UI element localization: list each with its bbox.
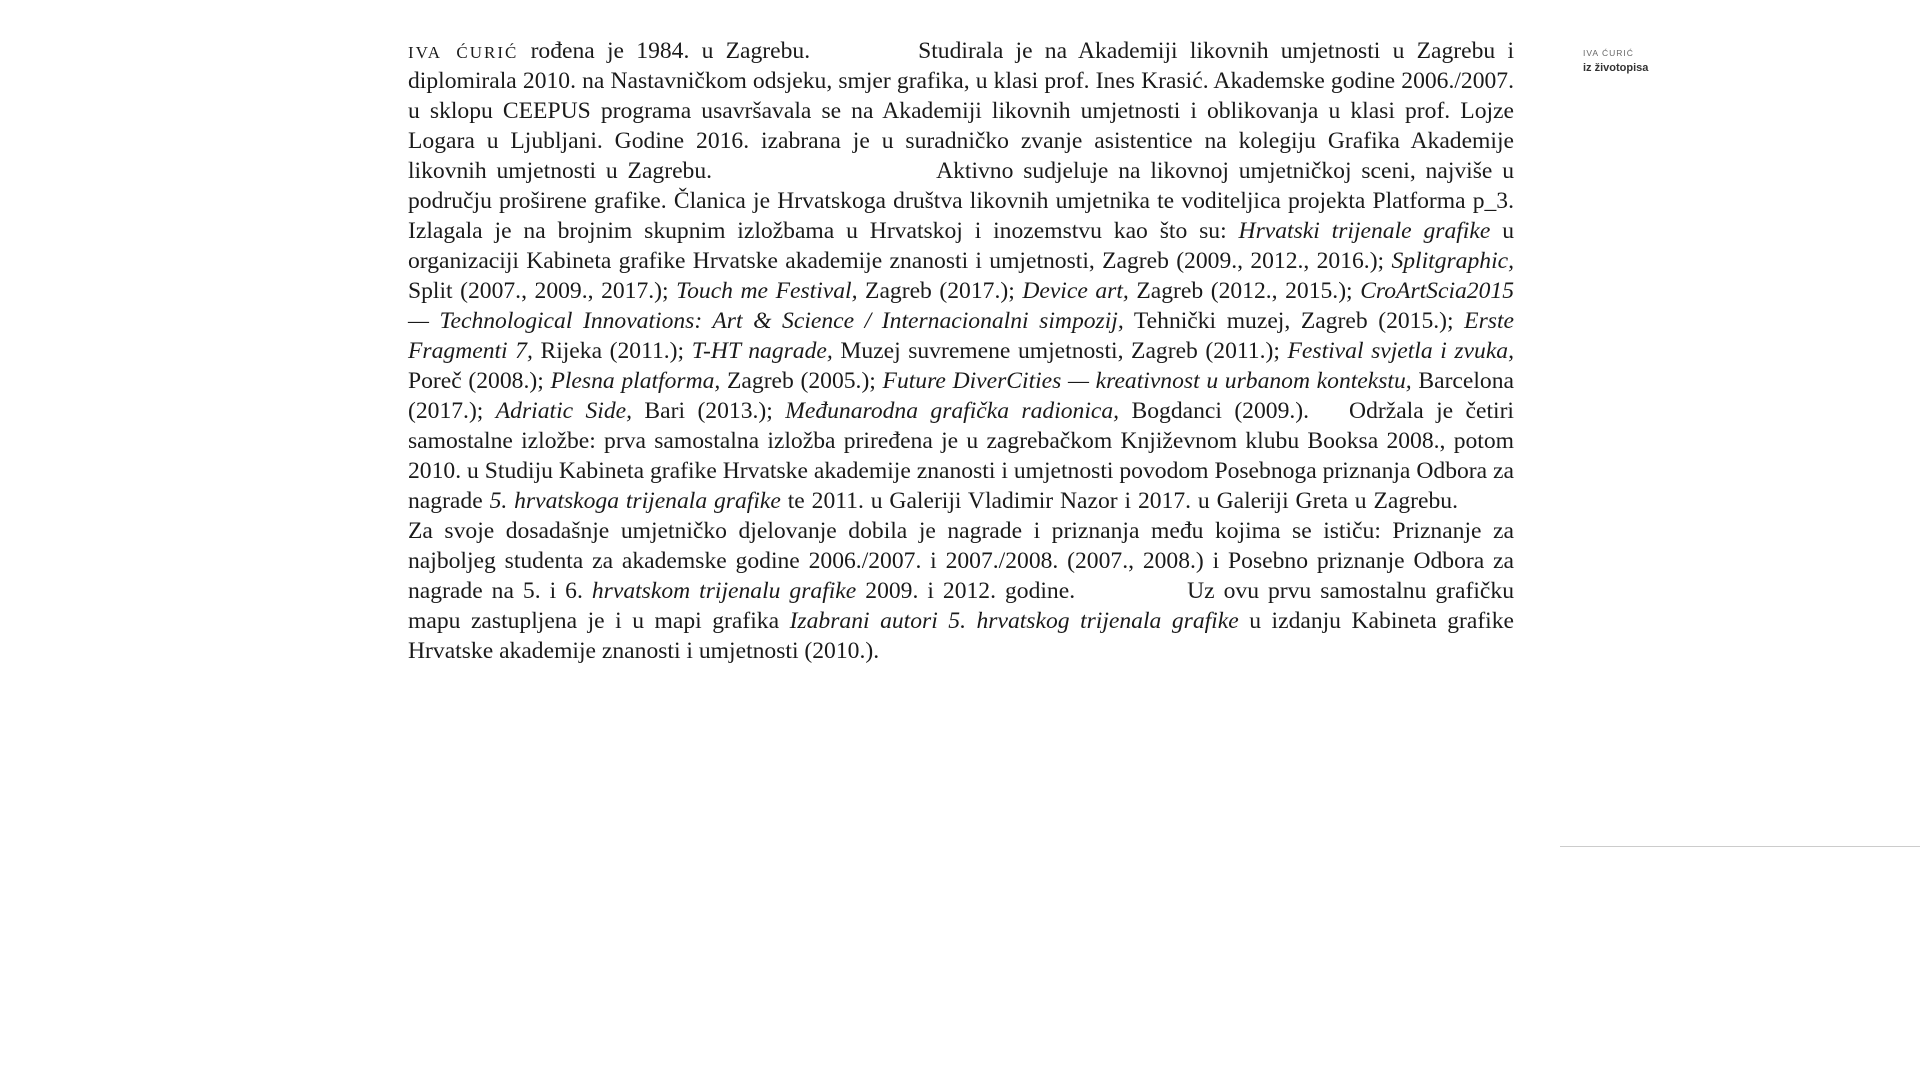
exhibition-title: Plesna platforma, [550, 368, 721, 394]
exhibition-title: T-HT nagrade, [691, 338, 833, 364]
exhibition-title: Splitgraphic, [1391, 248, 1514, 274]
bio-education: Studirala je na Akademiji likovnih umjetnosti u Zagrebu i diplomirala 2010. na Nastavničkom odsjeku, smjer grafika, u klasi prof. Ines Krasić. Akademske godine 2006./2007. u sklopu CEEPUS programa usavršavala se na Akademiji likovnih umjetnosti i oblikovanja u klasi prof. Lojze Logara u Ljubljani. Godine 2016. izabrana je u suradničko zvanje asistentice na kolegiju Grafika Akademije likovnih umjetnosti u Zagrebu. [408, 38, 1515, 184]
exhibition-title: Device art, [1022, 278, 1129, 304]
exhibition-details: Split (2007., 2009., 2017.); [408, 278, 669, 304]
exhibition-details: Barcelona (2017.); [408, 368, 1514, 424]
exhibition-title: Adriatic Side, [495, 398, 633, 424]
trijenale-title: hrvatskom trijenalu grafike [591, 578, 857, 604]
running-header-author: IVA ĆURIĆ [1583, 48, 1634, 58]
exhibition-details: Tehnički muzej, Zagreb (2015.); [1133, 308, 1454, 334]
exhibition-details: Bogdanci (2009.). [1131, 398, 1310, 424]
portfolio-title: Izabrani autori 5. hrvatskog trijenala grafike [789, 608, 1239, 634]
exhibition-title: Međunarodna grafička radionica, [785, 398, 1120, 424]
bio-portfolio-end: u izdanju Kabineta grafike Hrvatske akademije znanosti i umjetnosti (2010.). [408, 608, 1514, 664]
artist-name: iva ćurić [408, 38, 519, 64]
exhibition-details: Zagreb (2012., 2015.); [1136, 278, 1353, 304]
exhibition-details: Zagreb (2005.); [727, 368, 876, 394]
bio-solo-exhibitions: Održala je četiri samostalne izložbe: prva samostalna izložba priređena je u zagrebačkom Književnom klubu Booksa 2008., potom 2010. u Studiju Kabineta grafike Hrvatske akademije znanosti i umjetnosti povodom Posebnoga priznanja Odbora za nagrade [408, 398, 1514, 514]
exhibition-title: Erste Fragmenti 7, [408, 308, 1514, 364]
running-header [1583, 46, 1648, 76]
exhibition-details: Rijeka (2011.); [540, 338, 685, 364]
exhibition-details: Muzej suvremene umjetnosti, Zagreb (2011.); [840, 338, 1280, 364]
exhibition-details: Poreč (2008.); [408, 368, 544, 394]
running-header-section: iz životopisa [1583, 62, 1649, 74]
biography-text [408, 36, 1514, 666]
bio-solo-exhibitions-end: te 2011. u Galeriji Vladimir Nazor i 2017. u Galeriji Greta u Zagrebu. [787, 488, 1458, 514]
exhibition-details: Zagreb (2017.); [865, 278, 1015, 304]
bio-portfolio: Uz ovu prvu samostalnu grafičku mapu zastupljena je i u mapi grafika [408, 578, 1514, 634]
exhibition-title: Hrvatski trijenale grafike [1238, 218, 1491, 244]
bio-awards: Za svoje dosadašnje umjetničko djelovanje dobila je nagrade i priznanja među kojima se ističu: Priznanje za najboljeg studenta za akademske godine 2006./2007. i 2007./2008. (2007., 2008.) i Posebno priznanje Odbora za nagrade na 5. i 6. [408, 518, 1514, 604]
exhibition-title: Festival svjetla i zvuka, [1287, 338, 1514, 364]
exhibition-title: Future DiverCities — kreativnost u urbanom kontekstu, [882, 368, 1412, 394]
bio-activity: Aktivno sudjeluje na likovnoj umjetničkoj sceni, najviše u području proširene grafike. Članica je Hrvatskoga društva likovnih umjetnika te voditeljica projekta Platforma p_3. Izlagala je na brojnim skupnim izložbama u Hrvatskoj i inozemstvu kao što su: [408, 158, 1515, 244]
exhibition-details: u organizaciji Kabineta grafike Hrvatske akademije znanosti i umjetnosti, Zagreb (2009., 2012., 2016.); [408, 218, 1514, 274]
horizontal-divider [1560, 846, 1920, 847]
trijenale-title: 5. hrvatskoga trijenala grafike [489, 488, 781, 514]
exhibition-details: Bari (2013.); [644, 398, 773, 424]
exhibition-title: Touch me Festival, [676, 278, 858, 304]
bio-awards-end: 2009. i 2012. godine. [865, 578, 1076, 604]
exhibition-title: CroArtScia2015 — Technological Innovations: Art & Science / Internacionalni simpozij, [408, 278, 1514, 334]
bio-birth: rođena je 1984. u Zagrebu. [530, 38, 811, 64]
